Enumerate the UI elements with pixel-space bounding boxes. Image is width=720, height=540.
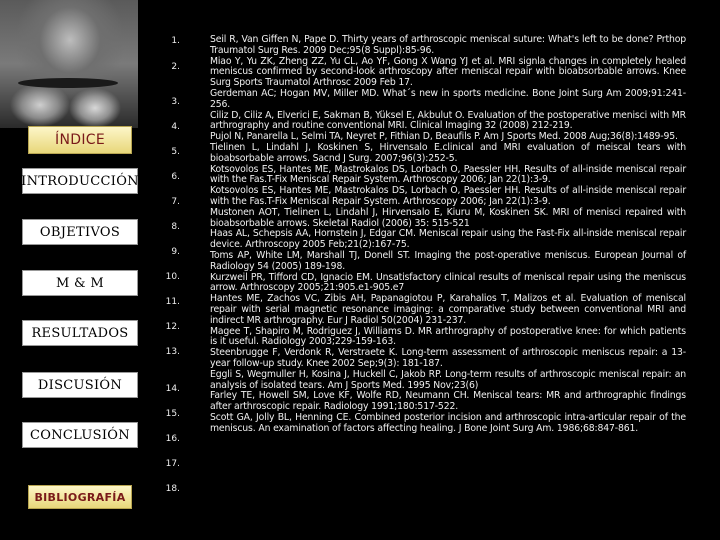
ref-number: 6. <box>171 172 180 182</box>
reference-item: Farley TE, Howell SM, Love KF, Wolfe RD, Neumann CH. Meniscal tears: MR and arthrographic findings after arthroscopic repair. Radiology 1991;180:517-522. <box>210 390 686 413</box>
introduccion-button[interactable]: INTRODUCCIÓN <box>22 168 138 194</box>
reference-item: Haas AL, Schepsis AA, Hornstein J, Edgar CM. Meniscal repair using the Fast-Fix all-inside meniscal repair device. Arthroscopy 2005 Feb;21(2):167-75. <box>210 228 686 251</box>
ref-number: 3. <box>171 97 180 107</box>
reference-item: Ciliz D, Ciliz A, Elverici E, Sakman B, Yüksel E, Akbulut O. Evaluation of the postoperative menisci with MR arthrography and routine conventional MRI. Clinical Imaging 32 (2008) 212-219. <box>210 109 686 132</box>
reference-item: Scott GA, Jolly BL, Henning CE. Combined posterior incision and arthroscopic intra-articular repair of the meniscus. An examination of factors affecting healing. J Bone Joint Surg Am. 1986;68:847-861. <box>210 411 686 434</box>
objetivos-button[interactable]: OBJETIVOS <box>22 219 138 245</box>
ref-number: 2. <box>171 62 180 72</box>
reference-item: Mustonen AOT, Tielinen L, Lindahl J, Hirvensalo E, Kiuru M, Koskinen SK. MRI of menisci repaired with bioabsorbable arrows. Skeletal Radiol (2006) 35: 515-521 <box>210 206 686 229</box>
mym-button[interactable]: M & M <box>22 270 138 296</box>
bibliografia-button[interactable]: BIBLIOGRAFÍA <box>28 485 132 509</box>
ref-number: 10. <box>165 272 180 282</box>
reference-item: Gerdeman AC; Hogan MV, Miller MD. What´s new in sports medicine. Bone Joint Surg Am 2009;91:241-256. <box>210 87 686 110</box>
ref-number: 9. <box>171 247 180 257</box>
ref-number: 17. <box>165 459 180 469</box>
ref-number: 5. <box>171 147 180 157</box>
ref-number: 15. <box>165 409 180 419</box>
ref-number: 4. <box>171 122 180 132</box>
reference-item: Miao Y, Yu ZK, Zheng ZZ, Yu CL, Ao YF, Gong X Wang YJ et al. MRI signla changes in completely healed meniscus confirmed by second-look arthroscopy after meniscal repair with bioabsorbable arrows. Knee Surg Sports Traumatol Arthrosc 2009 Feb 17. <box>210 55 686 89</box>
resultados-button[interactable]: RESULTADOS <box>22 320 138 346</box>
discusion-button[interactable]: DISCUSIÓN <box>22 372 138 398</box>
ref-number: 13. <box>165 347 180 357</box>
ref-number: 14. <box>165 384 180 394</box>
ref-number: 11. <box>165 297 180 307</box>
reference-item: Kotsovolos ES, Hantes ME, Mastrokalos DS, Lorbach O, Paessler HH. Results of all-inside meniscal repair with the Fas.T-Fix Meniscal Repair System. Arthroscopy 2006; Jan 22(1):3-9. <box>210 163 686 186</box>
reference-list <box>210 35 686 434</box>
reference-item: Kurzweil PR, Tifford CD, Ignacio EM. Unsatisfactory clinical results of meniscal repair using the meniscus arrow. Arthroscopy 2005;21:905.e1-905.e7 <box>210 271 686 294</box>
reference-item: Toms AP, White LM, Marshall TJ, Donell ST. Imaging the post-operative meniscus. European Journal of Radiology 54 (2005) 189-198. <box>210 249 686 272</box>
conclusion-button[interactable]: CONCLUSIÓN <box>22 422 138 448</box>
reference-item: Pujol N, Panarella L, Selmi TA, Neyret P, Fithian D, Beaufils P. Am J Sports Med. 2008 Aug;36(8):1489-95. <box>210 131 678 143</box>
ref-number: 12. <box>165 322 180 332</box>
reference-item: Tielinen L, Lindahl J, Koskinen S, Hirvensalo E.clinical and MRI evaluation of meiscal tears with bioabsorbable arrows. Sacnd J Surg. 2007;96(3):252-5. <box>210 141 686 164</box>
reference-item: Hantes ME, Zachos VC, Zibis AH, Papanagiotou P, Karahalios T, Malizos et al. Evaluation of meniscal repair with serial magnetic resonance imaging: a comparative study between conventional MRI and indirect MR arthrography. Eur J Radiol 50(2004) 231-237. <box>210 293 686 326</box>
ref-number: 8. <box>171 222 180 232</box>
reference-item: Magee T, Shapiro M, Rodriguez J, Williams D. MR arthrography of postoperative knee: for which patients is it useful. Radiology 2003;229-159-163. <box>210 325 686 348</box>
reference-item: Kotsovolos ES, Hantes ME, Mastrokalos DS, Lorbach O, Paessler HH. Results of all-inside meniscal repair with the Fas.T-Fix Meniscal Repair System. Arthroscopy 2006; Jan 22(1):3-9. <box>210 185 686 207</box>
ref-number: 7. <box>171 197 180 207</box>
reference-item: Seil R, Van Giffen N, Pape D. Thirty years of arthroscopic meniscal suture: What's left to be done? Prthop Traumatol Surg Res. 2009 Dec;95(8 Suppl):85-96. <box>210 34 686 56</box>
knee-xray-image <box>0 0 138 128</box>
ref-number: 16. <box>165 434 180 444</box>
ref-number: 1. <box>171 36 180 46</box>
reference-item: Steenbrugge F, Verdonk R, Verstraete K. Long-term assessment of arthroscopic meniscus repair: a 13-year follow-up study. Knee 2002 Sep;9(3): 181-187. <box>210 347 686 369</box>
index-button[interactable]: ÍNDICE <box>28 126 132 154</box>
ref-number: 18. <box>165 484 180 494</box>
reference-item: Eggli S, Wegmuller H, Kosina J, Huckell C, Jakob RP. Long-term results of arthroscopic meniscal repair: an analysis of isolated tears. Am J Sports Med. 1995 Nov;23(6) <box>210 368 686 391</box>
